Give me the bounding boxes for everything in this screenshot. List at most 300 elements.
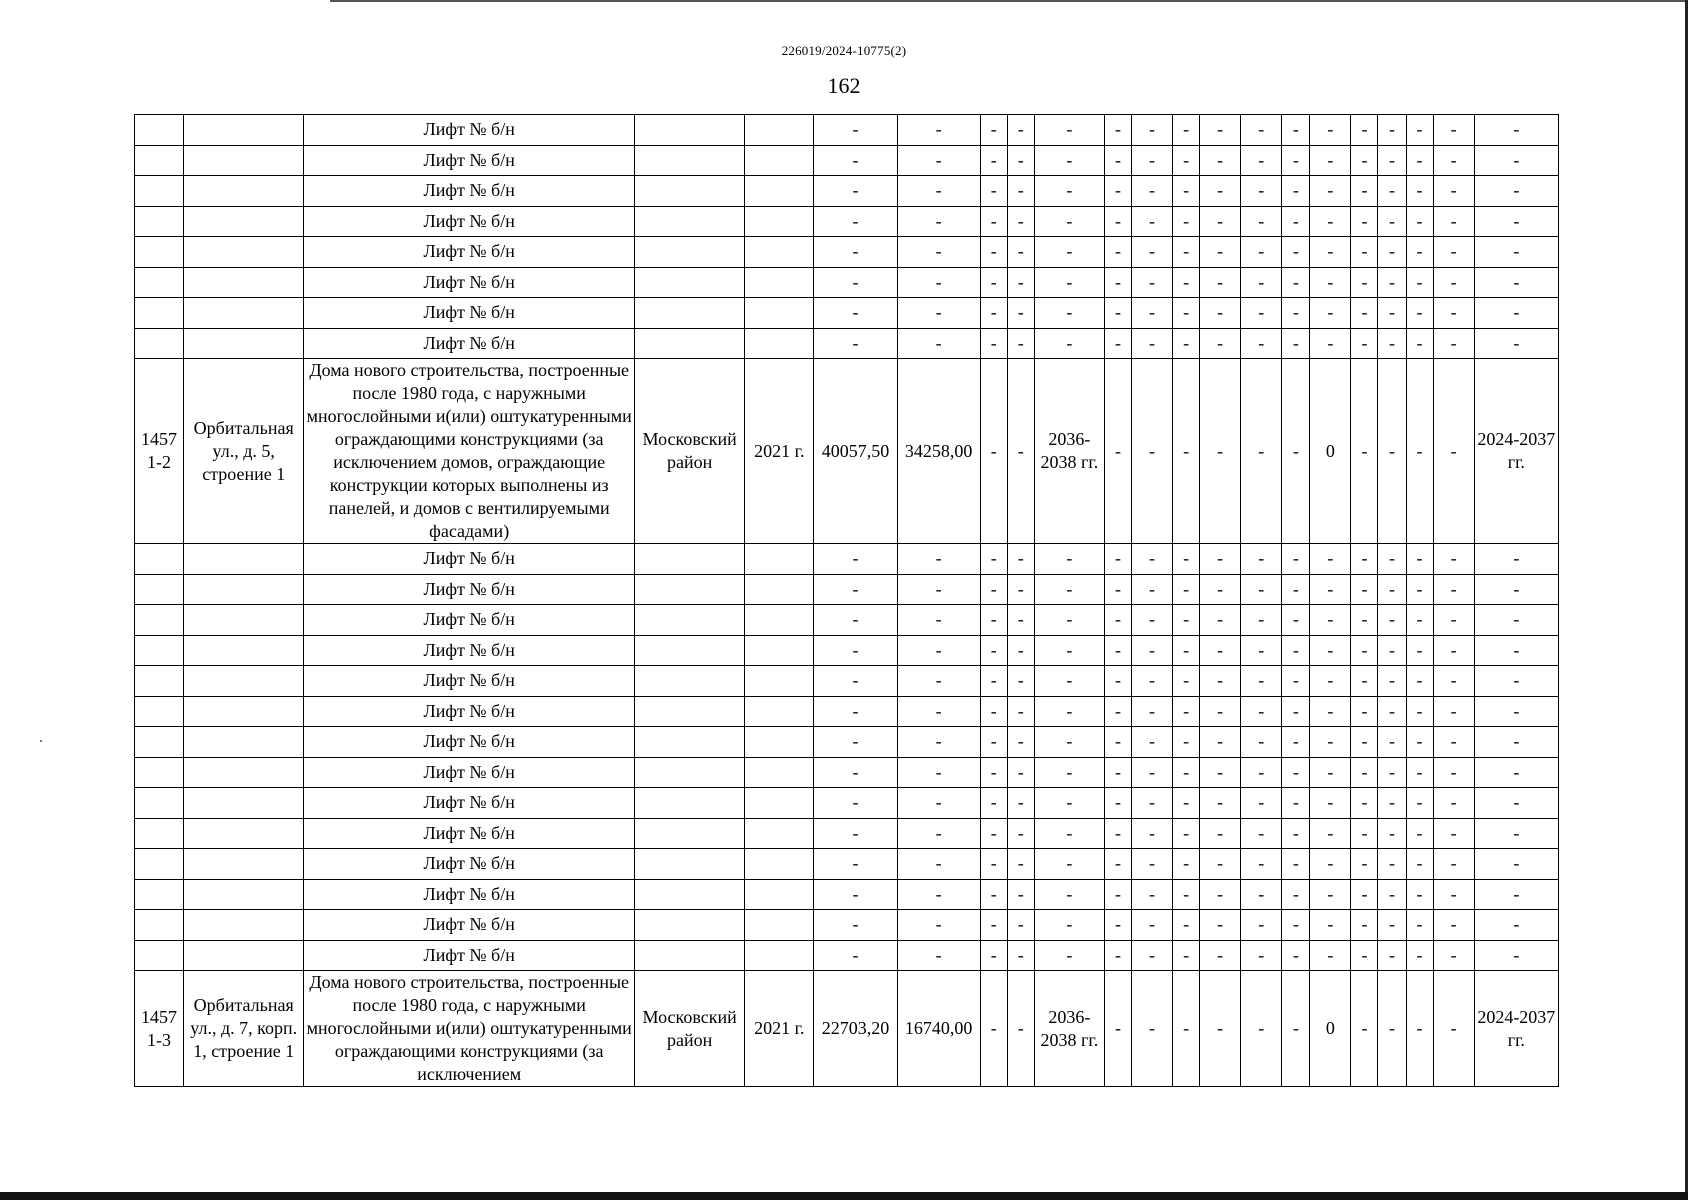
year-cell [745, 696, 814, 727]
dash-cell: - [1132, 605, 1173, 636]
year-cell [745, 145, 814, 176]
dash-cell: - [1104, 940, 1131, 971]
house-row [135, 971, 1559, 1087]
dash-cell: - [1200, 237, 1241, 268]
dash-cell: - [1034, 879, 1104, 910]
dash-cell: - [1200, 757, 1241, 788]
dash-cell: - [1351, 635, 1378, 666]
dash-cell: - [1406, 818, 1433, 849]
scan-top-rule [330, 0, 1688, 2]
id-cell [135, 115, 184, 146]
dash-cell: - [1034, 574, 1104, 605]
lift-row [135, 574, 1559, 605]
lift-label: Лифт № б/н [304, 910, 635, 941]
house-row [135, 359, 1559, 544]
year-cell [745, 115, 814, 146]
dash-cell: - [1132, 971, 1173, 1087]
dash-cell: - [1104, 267, 1131, 298]
dash-cell: - [1310, 176, 1351, 207]
district-cell [635, 696, 745, 727]
dash-cell: - [1406, 849, 1433, 880]
dash-cell: - [1034, 940, 1104, 971]
house-living-area: 16740,00 [897, 971, 980, 1087]
year-cell [745, 574, 814, 605]
dash-cell: - [1433, 879, 1474, 910]
dash-cell: - [1132, 115, 1173, 146]
dash-cell: - [1378, 359, 1406, 544]
dash-cell: - [1034, 267, 1104, 298]
dash-cell: - [980, 940, 1007, 971]
dash-cell: - [1007, 910, 1034, 941]
id-cell [135, 879, 184, 910]
dash-cell: - [1132, 298, 1173, 329]
dash-cell: - [1173, 696, 1200, 727]
lift-label: Лифт № б/н [304, 298, 635, 329]
dash-cell: - [897, 544, 980, 575]
dash-cell: - [1200, 788, 1241, 819]
dash-cell: - [1474, 940, 1558, 971]
dash-cell: - [1433, 359, 1474, 544]
dash-cell: - [1310, 605, 1351, 636]
dash-cell: - [1378, 757, 1406, 788]
dash-cell: - [1310, 267, 1351, 298]
lift-label: Лифт № б/н [304, 544, 635, 575]
district-cell [635, 757, 745, 788]
dash-cell: - [1433, 849, 1474, 880]
dash-cell: - [1034, 666, 1104, 697]
dash-cell: - [897, 849, 980, 880]
dash-cell: - [897, 237, 980, 268]
lift-row [135, 544, 1559, 575]
dash-cell: - [1007, 666, 1034, 697]
dash-cell: - [1474, 696, 1558, 727]
dash-cell: - [897, 298, 980, 329]
dash-cell: - [814, 176, 897, 207]
dash-cell: - [1351, 971, 1378, 1087]
dash-cell: - [1241, 971, 1282, 1087]
dash-cell: - [1282, 176, 1310, 207]
dash-cell: - [1200, 605, 1241, 636]
dash-cell: - [1351, 206, 1378, 237]
dash-cell: - [1034, 605, 1104, 636]
id-cell [135, 940, 184, 971]
dash-cell: - [1104, 910, 1131, 941]
year-cell [745, 666, 814, 697]
lift-label: Лифт № б/н [304, 727, 635, 758]
dash-cell: - [1034, 145, 1104, 176]
dash-cell: - [1406, 267, 1433, 298]
dash-cell: - [1406, 176, 1433, 207]
dash-cell: - [1406, 666, 1433, 697]
dash-cell: - [897, 788, 980, 819]
dash-cell: - [897, 757, 980, 788]
lift-row [135, 757, 1559, 788]
district-cell [635, 206, 745, 237]
year-cell [745, 788, 814, 819]
dash-cell: - [1406, 635, 1433, 666]
address-cell [184, 849, 304, 880]
dash-cell: - [1378, 267, 1406, 298]
address-cell [184, 176, 304, 207]
dash-cell: - [1241, 666, 1282, 697]
dash-cell: - [1310, 818, 1351, 849]
dash-cell: - [1282, 206, 1310, 237]
dash-cell: - [1104, 757, 1131, 788]
house-id: 1457 1-2 [135, 359, 184, 544]
lift-label: Лифт № б/н [304, 757, 635, 788]
dash-cell: - [1474, 727, 1558, 758]
dash-cell: - [1241, 145, 1282, 176]
dash-cell: - [1241, 359, 1282, 544]
dash-cell: - [980, 359, 1007, 544]
lift-row [135, 818, 1559, 849]
dash-cell: - [814, 145, 897, 176]
dash-cell: - [1433, 115, 1474, 146]
dash-cell: - [1474, 115, 1558, 146]
dash-cell: - [1378, 635, 1406, 666]
dash-cell: - [1034, 115, 1104, 146]
dash-cell: - [1310, 727, 1351, 758]
dash-cell: - [1241, 879, 1282, 910]
dash-cell: - [897, 635, 980, 666]
dash-cell: - [1200, 115, 1241, 146]
dash-cell: - [1433, 971, 1474, 1087]
dash-cell: - [1406, 237, 1433, 268]
dash-cell: - [1132, 544, 1173, 575]
dash-cell: - [1241, 788, 1282, 819]
address-cell [184, 298, 304, 329]
district-cell [635, 605, 745, 636]
year-cell [745, 206, 814, 237]
dash-cell: - [1474, 666, 1558, 697]
dash-cell: - [897, 818, 980, 849]
dash-cell: - [1282, 328, 1310, 359]
address-cell [184, 910, 304, 941]
dash-cell: - [897, 145, 980, 176]
dash-cell: - [1104, 574, 1131, 605]
dash-cell: - [897, 115, 980, 146]
dash-cell: - [1378, 818, 1406, 849]
dash-cell: - [1173, 818, 1200, 849]
dash-cell: - [1351, 574, 1378, 605]
district-cell [635, 267, 745, 298]
dash-cell: - [1241, 696, 1282, 727]
dash-cell: - [1351, 727, 1378, 758]
dash-cell: - [1282, 115, 1310, 146]
dash-cell: - [1173, 971, 1200, 1087]
dash-cell: - [980, 206, 1007, 237]
dash-cell: - [1351, 757, 1378, 788]
dash-cell: - [1282, 818, 1310, 849]
dash-cell: - [897, 879, 980, 910]
dash-cell: - [1433, 818, 1474, 849]
lift-label: Лифт № б/н [304, 879, 635, 910]
lift-label: Лифт № б/н [304, 635, 635, 666]
dash-cell: - [1474, 145, 1558, 176]
lift-row [135, 940, 1559, 971]
dash-cell: - [1406, 544, 1433, 575]
dash-cell: - [1241, 727, 1282, 758]
dash-cell: - [1351, 666, 1378, 697]
dash-cell: - [1310, 115, 1351, 146]
dash-cell: - [1406, 359, 1433, 544]
dash-cell: - [897, 267, 980, 298]
district-cell [635, 940, 745, 971]
dash-cell: - [1474, 849, 1558, 880]
dash-cell: - [1310, 635, 1351, 666]
id-cell [135, 176, 184, 207]
scan-speck [40, 740, 42, 742]
id-cell [135, 757, 184, 788]
house-living-area: 34258,00 [897, 359, 980, 544]
dash-cell: - [1132, 818, 1173, 849]
year-cell [745, 298, 814, 329]
id-cell [135, 267, 184, 298]
id-cell [135, 666, 184, 697]
dash-cell: - [1200, 818, 1241, 849]
dash-cell: - [1007, 696, 1034, 727]
dash-cell: - [1433, 176, 1474, 207]
dash-cell: - [1406, 727, 1433, 758]
dash-cell: - [1474, 298, 1558, 329]
lift-row [135, 605, 1559, 636]
dash-cell: - [814, 788, 897, 819]
dash-cell: - [897, 328, 980, 359]
dash-cell: - [1241, 544, 1282, 575]
dash-cell: - [1241, 267, 1282, 298]
dash-cell: - [1310, 574, 1351, 605]
dash-cell: - [1200, 696, 1241, 727]
dash-cell: - [1241, 176, 1282, 207]
dash-cell: - [1378, 237, 1406, 268]
year-cell [745, 849, 814, 880]
district-cell [635, 635, 745, 666]
id-cell [135, 237, 184, 268]
dash-cell: - [897, 206, 980, 237]
dash-cell: - [1007, 635, 1034, 666]
dash-cell: - [1173, 206, 1200, 237]
dash-cell: - [1241, 328, 1282, 359]
dash-cell: - [1007, 757, 1034, 788]
dash-cell: - [1104, 237, 1131, 268]
year-cell [745, 910, 814, 941]
dash-cell: - [1007, 145, 1034, 176]
dash-cell: - [1173, 267, 1200, 298]
dash-cell: - [1351, 267, 1378, 298]
dash-cell: - [1406, 328, 1433, 359]
dash-cell: - [1200, 574, 1241, 605]
dash-cell: - [1351, 359, 1378, 544]
address-cell [184, 818, 304, 849]
id-cell [135, 145, 184, 176]
district-cell [635, 328, 745, 359]
dash-cell: - [980, 818, 1007, 849]
id-cell [135, 605, 184, 636]
lift-row [135, 910, 1559, 941]
dash-cell: - [1351, 940, 1378, 971]
dash-cell: - [1173, 544, 1200, 575]
dash-cell: - [980, 757, 1007, 788]
year-cell [745, 635, 814, 666]
dash-cell: - [1104, 788, 1131, 819]
dash-cell: - [1007, 298, 1034, 329]
dash-cell: - [1200, 879, 1241, 910]
lift-label: Лифт № б/н [304, 666, 635, 697]
dash-cell: - [1200, 940, 1241, 971]
house-total-area: 22703,20 [814, 971, 897, 1087]
house-district: Московский район [635, 971, 745, 1087]
dash-cell: - [1282, 696, 1310, 727]
district-cell [635, 849, 745, 880]
dash-cell: - [980, 328, 1007, 359]
lift-row [135, 328, 1559, 359]
dash-cell: - [1034, 788, 1104, 819]
dash-cell: - [1406, 605, 1433, 636]
dash-cell: - [814, 910, 897, 941]
dash-cell: - [1132, 910, 1173, 941]
dash-cell: - [1351, 237, 1378, 268]
district-cell [635, 910, 745, 941]
dash-cell: - [1310, 206, 1351, 237]
lift-row [135, 115, 1559, 146]
lift-label: Лифт № б/н [304, 940, 635, 971]
dash-cell: - [980, 910, 1007, 941]
dash-cell: - [1132, 696, 1173, 727]
lift-label: Лифт № б/н [304, 267, 635, 298]
dash-cell: - [1132, 788, 1173, 819]
district-cell [635, 788, 745, 819]
dash-cell: - [1282, 267, 1310, 298]
dash-cell: - [1378, 605, 1406, 636]
dash-cell: - [1310, 298, 1351, 329]
year-cell [745, 328, 814, 359]
dash-cell: - [1034, 818, 1104, 849]
dash-cell: - [1104, 115, 1131, 146]
dash-cell: - [980, 176, 1007, 207]
id-cell [135, 788, 184, 819]
dash-cell: - [1241, 298, 1282, 329]
dash-cell: - [1007, 206, 1034, 237]
dash-cell: - [1173, 788, 1200, 819]
lift-label: Лифт № б/н [304, 574, 635, 605]
dash-cell: - [1474, 176, 1558, 207]
year-cell [745, 544, 814, 575]
dash-cell: - [1241, 206, 1282, 237]
dash-cell: - [1351, 145, 1378, 176]
dash-cell: - [1132, 176, 1173, 207]
dash-cell: - [1104, 971, 1131, 1087]
dash-cell: - [814, 328, 897, 359]
district-cell [635, 818, 745, 849]
dash-cell: - [1007, 971, 1034, 1087]
dash-cell: - [1433, 788, 1474, 819]
dash-cell: - [1034, 635, 1104, 666]
dash-cell: - [1378, 176, 1406, 207]
dash-cell: - [1406, 206, 1433, 237]
dash-cell: - [980, 971, 1007, 1087]
dash-cell: - [1104, 328, 1131, 359]
dash-cell: - [1007, 605, 1034, 636]
house-id: 1457 1-3 [135, 971, 184, 1087]
dash-cell: - [1282, 359, 1310, 544]
dash-cell: - [1200, 206, 1241, 237]
district-cell [635, 298, 745, 329]
dash-cell: - [1406, 696, 1433, 727]
dash-cell: - [1104, 359, 1131, 544]
dash-cell: - [1007, 237, 1034, 268]
house-zero-value: 0 [1310, 359, 1351, 544]
dash-cell: - [1007, 727, 1034, 758]
dash-cell: - [1310, 666, 1351, 697]
dash-cell: - [1282, 544, 1310, 575]
dash-cell: - [1007, 328, 1034, 359]
dash-cell: - [1310, 910, 1351, 941]
district-cell [635, 115, 745, 146]
id-cell [135, 910, 184, 941]
lift-row [135, 666, 1559, 697]
dash-cell: - [1474, 910, 1558, 941]
dash-cell: - [814, 696, 897, 727]
dash-cell: - [1173, 849, 1200, 880]
dash-cell: - [1034, 910, 1104, 941]
dash-cell: - [1433, 605, 1474, 636]
dash-cell: - [1173, 635, 1200, 666]
dash-cell: - [1173, 574, 1200, 605]
address-cell [184, 574, 304, 605]
dash-cell: - [1173, 298, 1200, 329]
dash-cell: - [1282, 298, 1310, 329]
dash-cell: - [1378, 115, 1406, 146]
dash-cell: - [897, 727, 980, 758]
lift-label: Лифт № б/н [304, 115, 635, 146]
dash-cell: - [1241, 818, 1282, 849]
dash-cell: - [814, 757, 897, 788]
address-cell [184, 666, 304, 697]
dash-cell: - [1433, 206, 1474, 237]
dash-cell: - [1034, 206, 1104, 237]
dash-cell: - [1474, 267, 1558, 298]
dash-cell: - [980, 267, 1007, 298]
dash-cell: - [1474, 757, 1558, 788]
dash-cell: - [1132, 727, 1173, 758]
dash-cell: - [1310, 879, 1351, 910]
house-plan-period: 2024-2037 гг. [1474, 971, 1558, 1087]
house-repair-period: 2036-2038 гг. [1034, 359, 1104, 544]
dash-cell: - [1104, 727, 1131, 758]
dash-cell: - [1474, 788, 1558, 819]
lift-row [135, 635, 1559, 666]
id-cell [135, 328, 184, 359]
dash-cell: - [1310, 849, 1351, 880]
house-address: Орбитальная ул., д. 7, корп. 1, строение 1 [184, 971, 304, 1087]
dash-cell: - [1173, 879, 1200, 910]
id-cell [135, 727, 184, 758]
dash-cell: - [1241, 757, 1282, 788]
district-cell [635, 176, 745, 207]
dash-cell: - [814, 115, 897, 146]
dash-cell: - [1104, 298, 1131, 329]
dash-cell: - [1132, 237, 1173, 268]
dash-cell: - [1132, 359, 1173, 544]
dash-cell: - [1351, 849, 1378, 880]
dash-cell: - [1104, 145, 1131, 176]
dash-cell: - [1351, 115, 1378, 146]
id-cell [135, 206, 184, 237]
id-cell [135, 574, 184, 605]
dash-cell: - [1406, 574, 1433, 605]
dash-cell: - [980, 115, 1007, 146]
dash-cell: - [1406, 757, 1433, 788]
